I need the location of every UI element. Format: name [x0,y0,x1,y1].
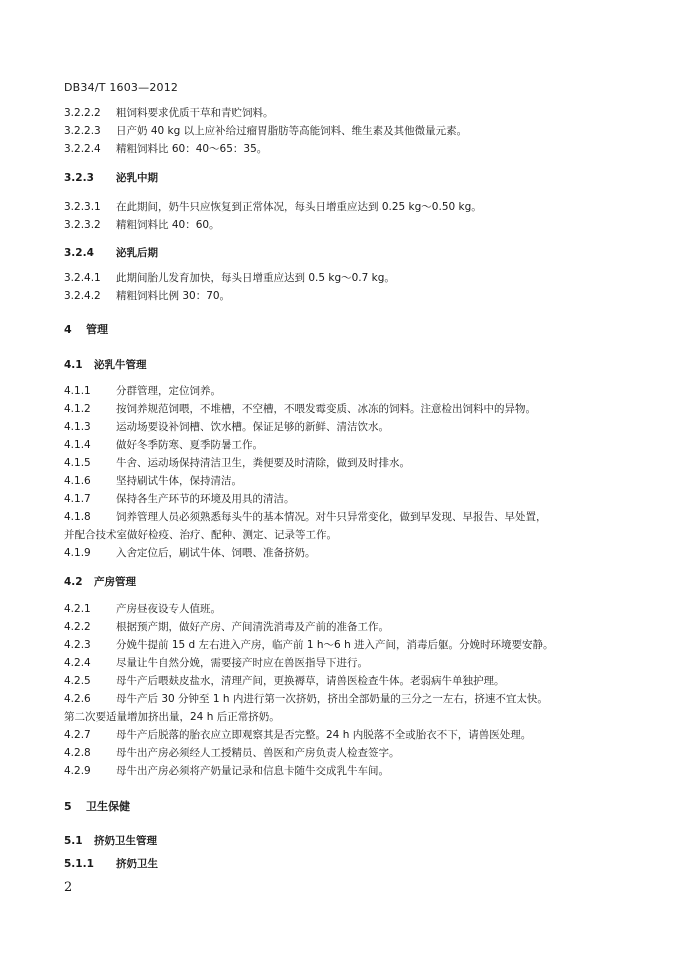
clause-text: 精粗饲料比 60：40～65：35。 [116,143,268,155]
clause-text: 泌乳牛管理 [94,359,147,371]
clause-number: 3.2.3.1 [64,201,101,213]
clause-number: 4.2.9 [64,765,91,777]
clause-text: 挤奶卫生 [116,858,158,870]
clause-text: 母牛出产房必须将产奶量记录和信息卡随牛交成乳牛车间。 [116,765,389,777]
subsection-heading [64,357,620,373]
clause-number: 4.1.2 [64,403,91,415]
clause-text: 母牛产后喂麸皮盐水，清理产间，更换褥草，请兽医检查牛体。老弱病牛单独护理。 [116,675,505,687]
clause-text: 挤奶卫生管理 [94,835,157,847]
clause-number: 4.1.4 [64,439,91,451]
clause-text: 产房昼夜设专人值班。 [116,603,221,615]
paragraph-continuation [64,709,620,725]
clause-text: 根据预产期，做好产房、产间清洗消毒及产前的准备工作。 [116,621,389,633]
clause-number: 5.1 [64,835,83,847]
clause-number: 5.1.1 [64,858,94,870]
clause-text: 牛舍、运动场保持清洁卫生，粪便要及时清除，做到及时排水。 [116,457,410,469]
clause-number: 4.2.6 [64,693,91,705]
standard-number-header: DB34/T 1603—2012 [64,81,179,94]
section-heading [64,322,620,338]
clause-text: 饲养管理人员必须熟悉每头牛的基本情况。对牛只异常变化，做到早发现、早报告、早处置， [116,511,547,523]
clause-item [64,745,620,761]
clause-text: 精粗饲料比例 30：70。 [116,290,231,302]
clause-number: 4.1.9 [64,547,91,559]
clause-text: 此期间胎儿发育加快，每头日增重应达到 0.5 kg～0.7 kg。 [116,272,395,284]
clause-number: 4.2.4 [64,657,91,669]
clause-text: 做好冬季防寒、夏季防暑工作。 [116,439,263,451]
clause-number: 4.1.3 [64,421,91,433]
clause-heading [64,170,620,186]
clause-number: 4.1.7 [64,493,91,505]
page-number: 2 [64,880,73,895]
clause-item [64,473,620,489]
clause-text: 第二次要适量增加挤出量，24 h 后正常挤奶。 [64,711,280,723]
clause-number: 4.1.6 [64,475,91,487]
clause-heading [64,856,620,872]
clause-item [64,763,620,779]
clause-item [64,141,620,157]
clause-number: 4.1.8 [64,511,91,523]
clause-text: 运动场要设补饲槽、饮水槽。保证足够的新鲜、清洁饮水。 [116,421,389,433]
clause-item [64,288,620,304]
clause-number: 3.2.3.2 [64,219,101,231]
clause-number: 3.2.2.2 [64,107,101,119]
clause-item [64,637,620,653]
clause-item [64,270,620,286]
clause-item [64,673,620,689]
clause-item [64,509,620,525]
clause-item [64,727,620,743]
clause-number: 5 [64,800,72,813]
clause-number: 4.2.1 [64,603,91,615]
clause-text: 在此期间，奶牛只应恢复到正常体况，每头日增重应达到 0.25 kg～0.50 kg。 [116,201,482,213]
clause-text: 入舍定位后，刷试牛体、饲喂、准备挤奶。 [116,547,316,559]
clause-number: 3.2.2.4 [64,143,101,155]
clause-item [64,199,620,215]
clause-text: 母牛产后 30 分钟至 1 h 内进行第一次挤奶，挤出全部奶量的三分之一左右，挤速不宜太快。 [116,693,548,705]
clause-item [64,401,620,417]
clause-number: 3.2.2.3 [64,125,101,137]
clause-text: 尽量让牛自然分娩，需要接产时应在兽医指导下进行。 [116,657,368,669]
clause-item [64,105,620,121]
clause-item [64,419,620,435]
clause-item [64,545,620,561]
paragraph-continuation [64,527,620,543]
clause-text: 泌乳后期 [116,247,158,259]
clause-item [64,437,620,453]
subsection-heading [64,574,620,590]
section-heading [64,799,620,815]
clause-number: 4.1 [64,359,83,371]
clause-item [64,123,620,139]
clause-number: 4.1.1 [64,385,91,397]
clause-text: 卫生保健 [86,800,130,813]
clause-text: 分群管理，定位饲养。 [116,385,221,397]
clause-text: 产房管理 [94,576,136,588]
clause-text: 日产奶 40 kg 以上应补给过瘤胃脂肪等高能饲料、维生素及其他微量元素。 [116,125,468,137]
clause-text: 泌乳中期 [116,172,158,184]
clause-number: 4.2.2 [64,621,91,633]
clause-number: 3.2.3 [64,172,94,184]
clause-text: 母牛出产房必须经人工授精员、兽医和产房负责人检查签字。 [116,747,400,759]
clause-item [64,691,620,707]
clause-number: 4.1.5 [64,457,91,469]
clause-text: 分娩牛提前 15 d 左右进入产房，临产前 1 h～6 h 进入产间，消毒后躯。分娩时环境要安静。 [116,639,554,651]
clause-item [64,217,620,233]
clause-item [64,455,620,471]
clause-text: 按饲养规范饲喂，不堆槽，不空槽，不喂发霉变质、冰冻的饲料。注意检出饲料中的异物。 [116,403,536,415]
clause-text: 精粗饲料比 40：60。 [116,219,220,231]
clause-text: 坚持刷试牛体，保持清洁。 [116,475,242,487]
clause-item [64,619,620,635]
clause-number: 4 [64,323,72,336]
clause-number: 4.2.7 [64,729,91,741]
clause-item [64,491,620,507]
clause-text: 母牛产后脱落的胎衣应立即观察其是否完整。24 h 内脱落不全或胎衣不下，请兽医处理。 [116,729,532,741]
clause-text: 保持各生产环节的环境及用具的清洁。 [116,493,295,505]
clause-number: 3.2.4 [64,247,94,259]
clause-text: 管理 [86,323,108,336]
clause-number: 4.2 [64,576,83,588]
clause-number: 4.2.5 [64,675,91,687]
clause-item [64,601,620,617]
clause-heading [64,245,620,261]
subsection-heading [64,833,620,849]
clause-text: 粗饲料要求优质干草和青贮饲料。 [116,107,274,119]
clause-number: 4.2.3 [64,639,91,651]
clause-text: 并配合技术室做好检疫、治疗、配种、测定、记录等工作。 [64,529,337,541]
clause-item [64,655,620,671]
clause-number: 4.2.8 [64,747,91,759]
clause-number: 3.2.4.2 [64,290,101,302]
clause-number: 3.2.4.1 [64,272,101,284]
clause-item [64,383,620,399]
